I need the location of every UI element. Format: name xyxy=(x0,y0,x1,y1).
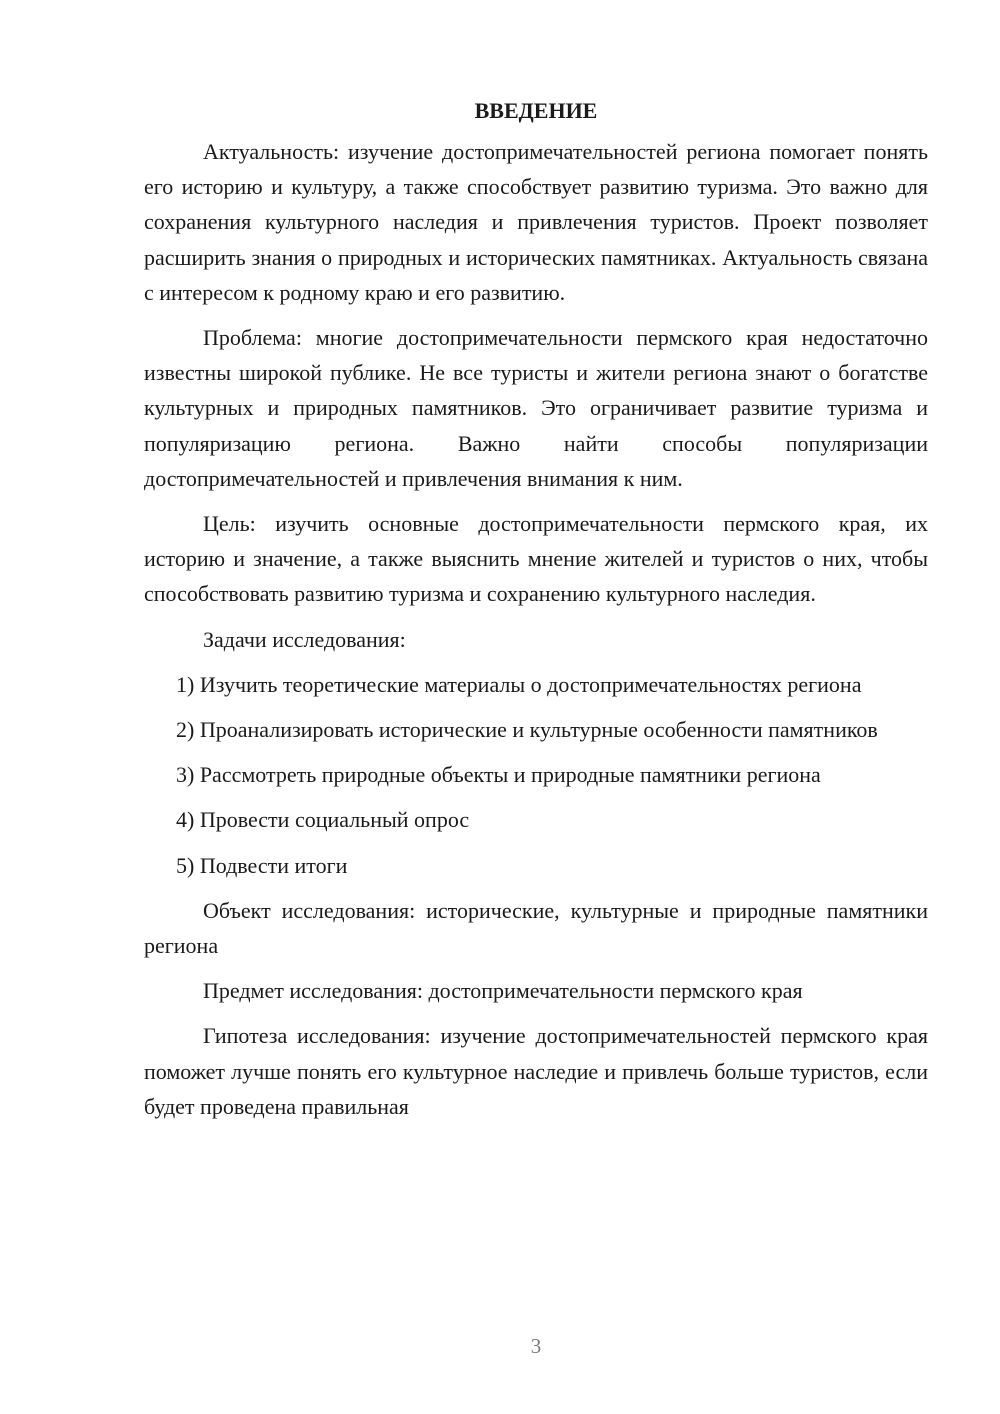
document-page xyxy=(144,96,928,1124)
page-number: 3 xyxy=(530,1334,542,1358)
paragraph-hypothesis: Гипотеза исследования: изучение достопримечательностей пермского края поможет лучше понять его культурное наследие и привлечь больше туристов, если будет проведена правильная xyxy=(144,1023,928,1119)
paragraph-relevance: Актуальность: изучение достопримечательностей региона помогает понять его историю и культуру, а также способствует развитию туризма. Это важно для сохранения культурного наследия и привлечения туристов. Проект позволяет расширить знания о природных и исторических памятниках. Актуальность связана с интересом к родному краю и его развитию. xyxy=(144,139,928,305)
paragraph-goal: Цель: изучить основные достопримечательности пермского края, их историю и значение, а также выяснить мнение жителей и туристов о них, чтобы способствовать развитию туризма и сохранению культурного наследия. xyxy=(144,511,928,607)
task-item-4: 4) Провести социальный опрос xyxy=(176,807,470,833)
paragraph-subject: Предмет исследования: достопримечательности пермского края xyxy=(203,978,803,1004)
task-item-3: 3) Рассмотреть природные объекты и природные памятники региона xyxy=(176,762,821,788)
paragraph-object: Объект исследования: исторические, культурные и природные памятники региона xyxy=(144,897,928,959)
task-item-5: 5) Подвести итоги xyxy=(176,852,348,878)
task-item-1: 1) Изучить теоретические материалы о достопримечательностях региона xyxy=(176,671,862,697)
tasks-heading: Задачи исследования: xyxy=(203,626,406,652)
section-title: ВВЕДЕНИЕ xyxy=(474,98,598,123)
task-item-2: 2) Проанализировать исторические и культурные особенности памятников xyxy=(176,717,878,743)
paragraph-problem: Проблема: многие достопримечательности пермского края недостаточно известны широкой публике. Не все туристы и жители региона знают о богатстве культурных и природных памятников. Это ограничивает развитие туризма и популяризацию региона. Важно найти способы популяризации достопримечательностей и привлечения внимания к ним. xyxy=(144,325,928,491)
